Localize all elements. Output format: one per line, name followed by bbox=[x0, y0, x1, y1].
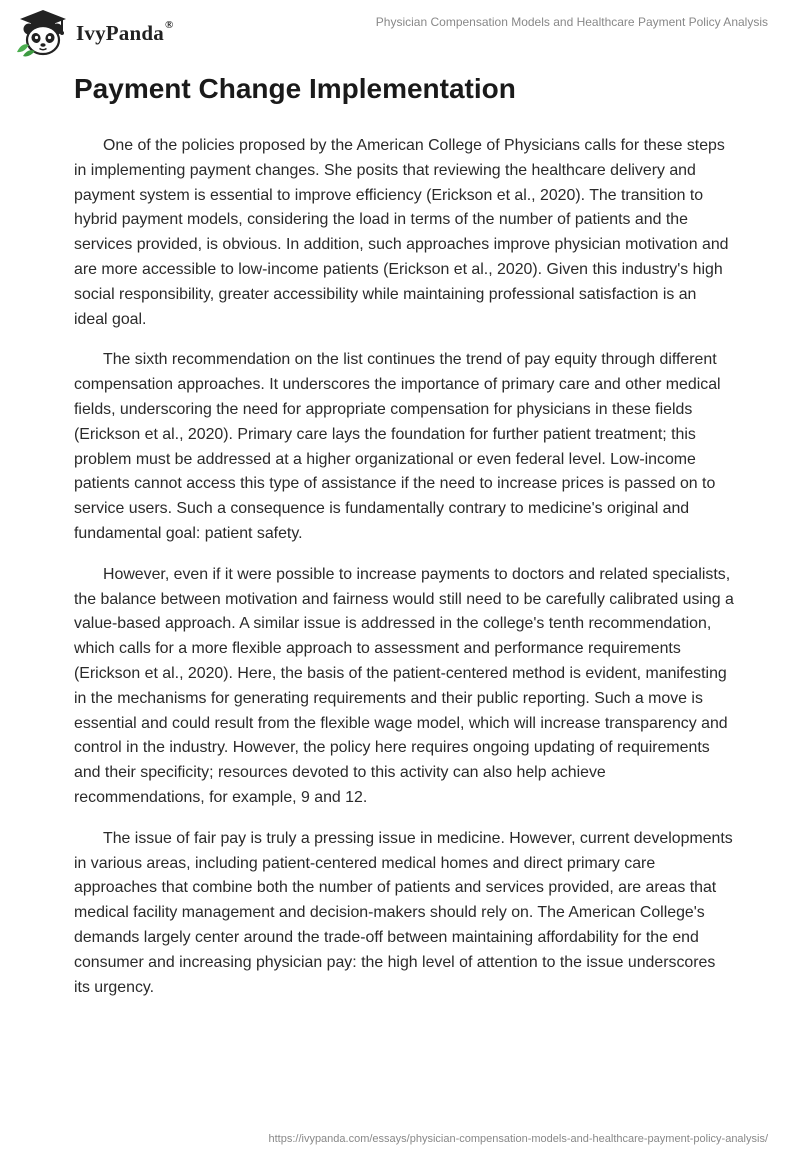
source-url[interactable]: https://ivypanda.com/essays/physician-compensation-models-and-healthcare-payment-policy-analysis/ bbox=[268, 1133, 768, 1145]
page-header bbox=[0, 0, 800, 60]
panda-graduate-icon bbox=[14, 8, 72, 58]
registered-mark: ® bbox=[164, 18, 174, 31]
logo[interactable] bbox=[14, 8, 173, 58]
paragraph: However, even if it were possible to increase payments to doctors and related specialists, the balance between motivation and fairness would still need to be carefully calibrated using a value-based approach. A similar issue is addressed in the college's tenth recommendation, which calls for a more flexible approach to assessment and performance requirements (Erickson et al., 2020). Here, the basis of the patient-centered method is evident, manifesting in the mechanisms for generating requirements and their public reporting. Such a move is essential and could result from the flexible wage model, which will increase transparency and control in the industry. However, the policy here requires ongoing updating of requirements and their specificity; resources devoted to this activity can also help achieve recommendations, for example, 9 and 12. bbox=[74, 565, 734, 806]
paragraph: The sixth recommendation on the list continues the trend of pay equity through different compensation approaches. It underscores the importance of primary care and other medical fields, underscoring the need for appropriate compensation for physicians in these fields (Erickson et al., 2020). Primary care lays the foundation for further patient treatment; this problem must be addressed at a higher organizational or even federal level. Low-income patients cannot access this type of assistance if the need to increase prices is passed on to service users. Such a consequence is fundamentally contrary to medicine's original and fundamental goal: patient safety. bbox=[74, 351, 721, 542]
paragraph: One of the policies proposed by the American College of Physicians calls for these steps in implementing payment changes. She posits that reviewing the healthcare delivery and payment system is essential to improve efficiency (Erickson et al., 2020). The transition to hybrid payment models, considering the load in terms of the number of patients and the services provided, is obvious. In addition, such approaches improve physician motivation and are more accessible to low-income patients (Erickson et al., 2020). Given this industry's high social responsibility, greater accessibility while maintaining professional satisfaction is an ideal goal. bbox=[74, 137, 729, 328]
logo-text: IvyPanda® bbox=[76, 18, 174, 45]
section-heading: Payment Change Implementation bbox=[74, 73, 516, 104]
paragraph: The issue of fair pay is truly a pressing issue in medicine. However, current developments in various areas, including patient-centered medical homes and direct primary care approaches that combine both the number of patients and services provided, are areas that medical facility management and decision-makers should rely on. The American College's demands largely center around the trade-off between maintaining affordability for the end consumer and increasing physician pay: the high level of attention to the issue underscores its urgency. bbox=[74, 829, 733, 996]
document-title: Physician Compensation Models and Healthcare Payment Policy Analysis bbox=[375, 15, 768, 29]
article-body bbox=[74, 134, 734, 1016]
